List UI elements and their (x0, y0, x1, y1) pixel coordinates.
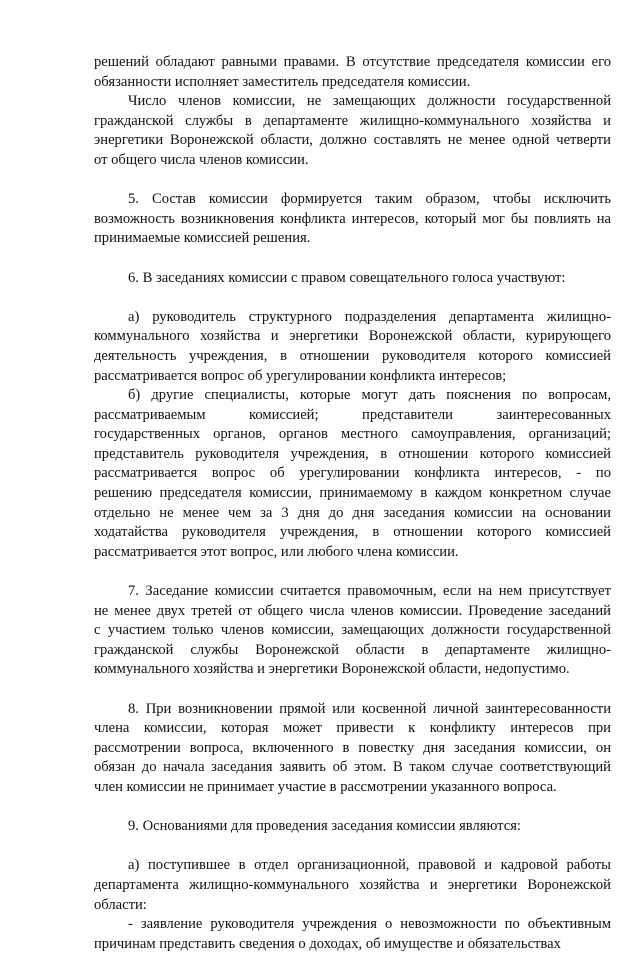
text-line: рассмотрении вопроса, включенного в повестку дня заседания комиссии, он (94, 739, 611, 756)
text-line: отдельно не менее чем за 3 дня до дня заседания комиссии на основании (94, 504, 611, 521)
text-line: а) поступившее в отдел организационной, правовой и кадровой работы (128, 857, 611, 874)
text-line: 5. Состав комиссии формируется таким образом, чтобы исключить (128, 191, 611, 208)
text-line: член комиссии не принимает участие в рассмотрении указанного вопроса. (94, 778, 557, 795)
text-line: члена комиссии, которая может привести к конфликту интересов при (94, 720, 611, 737)
text-line: ходатайства руководителя учреждения, в отношении которого комиссией (94, 524, 611, 541)
text-line: рассматриваемым комиссией; представители заинтересованных (94, 406, 611, 423)
text-line: коммунального хозяйства и энергетики Воронежской области, недопустимо. (94, 661, 570, 678)
text-line: 8. При возникновении прямой или косвенной личной заинтересованности (128, 700, 611, 717)
paragraph-members (94, 92, 611, 170)
paragraph-6b (94, 386, 611, 562)
paragraph-9a (94, 856, 611, 915)
paragraph-5 (94, 190, 611, 249)
text-line: представитель руководителя учреждения, в отношении которого комиссией (94, 445, 611, 462)
text-line: департамента жилищно-коммунального хозяйства и энергетики Воронежской (94, 876, 611, 893)
text-line: принимаемые комиссией решения. (94, 230, 311, 247)
text-line: рассматривается вопрос об урегулировании конфликта интересов, - по (94, 465, 611, 482)
text-line: рассматривается вопрос об урегулировании конфликта интересов; (94, 367, 507, 384)
text-line: б) другие специалисты, которые могут дать пояснения по вопросам, (128, 387, 611, 404)
paragraph-9 (94, 817, 611, 837)
text-line: 7. Заседание комиссии считается правомочным, если на нем присутствует (128, 583, 611, 600)
text-line: государственных органов, органов местного самоуправления, организаций; (94, 426, 611, 443)
text-line: от общего числа членов комиссии. (94, 151, 309, 168)
text-line: не менее двух третей от общего числа членов комиссии. Проведение заседаний (94, 602, 611, 619)
text-line: а) руководитель структурного подразделения департамента жилищно- (128, 308, 611, 325)
text-line: гражданской службы в департаменте жилищно-коммунального хозяйства и (94, 112, 611, 129)
paragraph-cont (94, 53, 611, 92)
paragraph-8 (94, 700, 611, 798)
text-line: обязанности исполняет заместитель председателя комиссии. (94, 73, 471, 90)
text-line: Число членов комиссии, не замещающих должности государственной (128, 93, 611, 110)
paragraph-9a-1 (94, 915, 611, 954)
paragraph-6 (94, 269, 611, 289)
text-line: обязан до начала заседания заявить об этом. В таком случае соответствующий (94, 759, 611, 776)
text-line: 6. В заседаниях комиссии с правом совещательного голоса участвуют: (128, 269, 566, 286)
text-line: причинам представить сведения о доходах, об имуществе и обязательствах (94, 935, 561, 952)
paragraph-6a (94, 308, 611, 386)
text-line: энергетики Воронежской области, должно составлять не менее одной четверти (94, 132, 611, 149)
text-line: решению председателя комиссии, принимаемому в каждом конкретном случае (94, 485, 611, 502)
text-line: решений обладают равными правами. В отсутствие председателя комиссии его (94, 54, 611, 70)
text-line: области: (94, 896, 147, 913)
paragraph-7 (94, 582, 611, 680)
text-line: возможность возникновения конфликта интересов, который мог бы повлиять на (94, 210, 611, 227)
text-line: коммунального хозяйства и энергетики Воронежской области, курирующего (94, 328, 611, 345)
text-line: 9. Основаниями для проведения заседания комиссии являются: (128, 818, 521, 835)
document-page (94, 53, 611, 954)
text-line: с участием только членов комиссии, замещающих должности государственной (94, 622, 611, 639)
text-line: гражданской службы Воронежской области в департаменте жилищно- (94, 641, 611, 658)
text-line: - заявление руководителя учреждения о невозможности по объективным (128, 916, 611, 933)
text-line: деятельность учреждения, в отношении руководителя которого комиссией (94, 347, 611, 364)
text-line: рассматривается этот вопрос, или любого члена комиссии. (94, 543, 459, 560)
